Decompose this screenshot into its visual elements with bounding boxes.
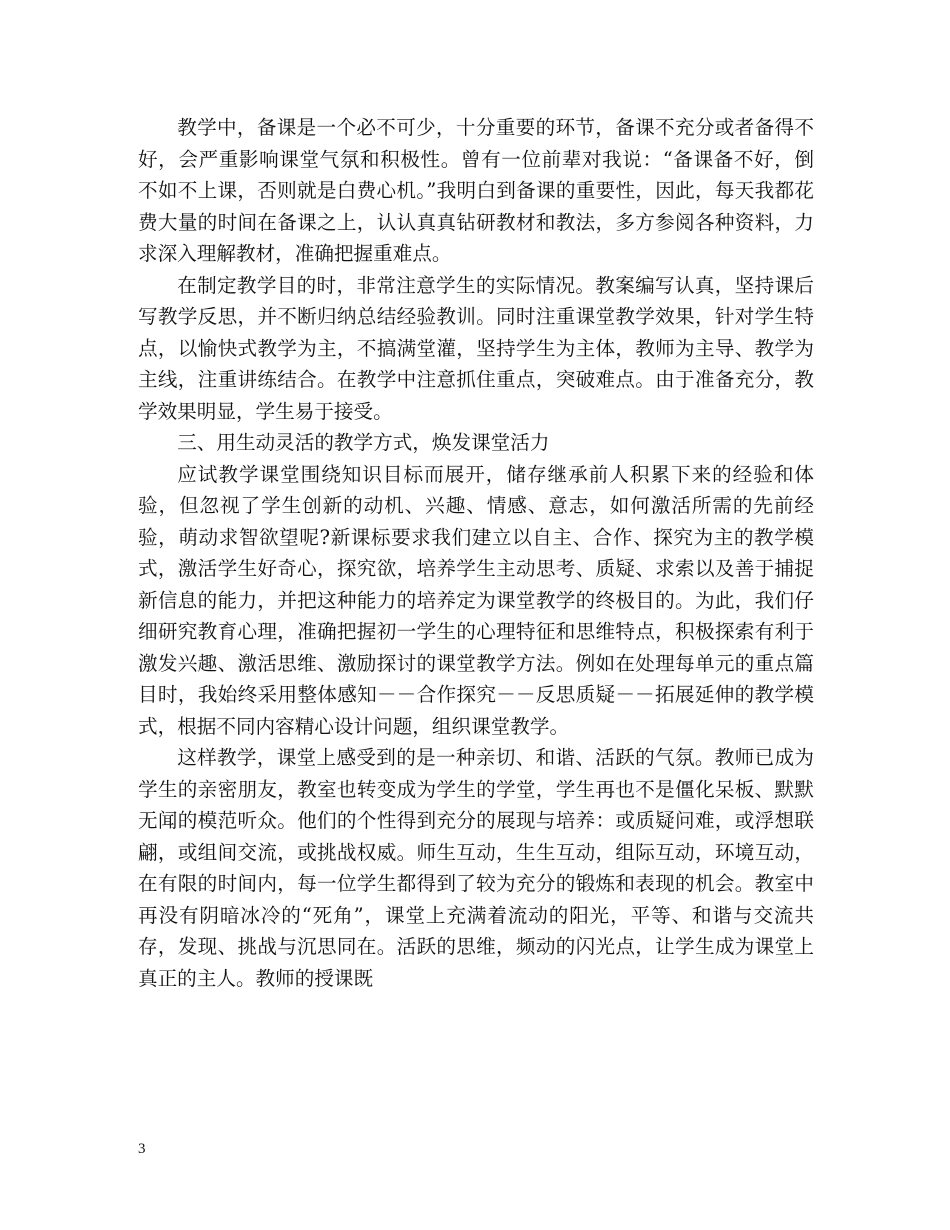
paragraph-lesson-preparation: 教学中，备课是一个必不可少，十分重要的环节，备课不充分或者备得不好，会严重影响课堂气氛和积极性。曾有一位前辈对我说：“备课备不好，倒不如不上课，否则就是白费心机。”我明白到备课的重要性，因此，每天我都花费大量的时间在备课之上，认认真真钻研教材和教法，多方参阅各种资料，力求深入理解教材，准确把握重难点。 [138, 116, 814, 265]
page-number: 3 [138, 1141, 146, 1157]
section-heading: 三、用生动灵活的教学方式，焕发课堂活力 [177, 431, 550, 454]
paragraph-teaching-objectives: 在制定教学目的时，非常注意学生的实际情况。教案编写认真，坚持课后写教学反思，并不断归纳总结经验教训。同时注重课堂教学效果，针对学生特点，以愉快式教学为主，不搞满堂灌，坚持学生为主体，教师为主导、教学为主线，注重讲练结合。在教学中注意抓住重点，突破难点。由于准备充分，教学效果明显，学生易于接受。 [138, 273, 814, 423]
paragraph-classroom-atmosphere: 这样教学，课堂上感受到的是一种亲切、和谐、活跃的气氛。教师已成为学生的亲密朋友，教室也转变成为学生的学堂，学生再也不是僵化呆板、默默无闻的模范听众。他们的个性得到充分的展现与培养：或质疑问难，或浮想联翩，或组间交流，或挑战权威。师生互动，生生互动，组际互动，环境互动，在有限的时间内，每一位学生都得到了较为充分的锻炼和表现的机会。教室中再没有阴暗冰冷的“死角”，课堂上充满着流动的阳光，平等、和谐与交流共存，发现、挑战与沉思同在。活跃的思维，频动的闪光点，让学生成为课堂上真正的主人。教师的授课既 [138, 746, 814, 990]
paragraph-teaching-model: 应试教学课堂围绕知识目标而展开，储存继承前人积累下来的经验和体验，但忽视了学生创新的动机、兴趣、情感、意志，如何激活所需的先前经验，萌动求智欲望呢?新课标要求我们建立以自主、合作、探究为主的教学模式，激活学生好奇心，探究欲，培养学生主动思考、质疑、求索以及善于捕捉新信息的能力，并把这种能力的培养定为课堂教学的终极目的。为此，我们仔细研究教育心理，准确把握初一学生的心理特征和思维特点，积极探索有利于激发兴趣、激活思维、激励探讨的课堂教学方法。例如在处理每单元的重点篇目时，我始终采用整体感知－－合作探究－－反思质疑－－拓展延伸的教学模式，根据不同内容精心设计问题，组织课堂教学。 [138, 462, 814, 738]
document-body [138, 112, 814, 994]
